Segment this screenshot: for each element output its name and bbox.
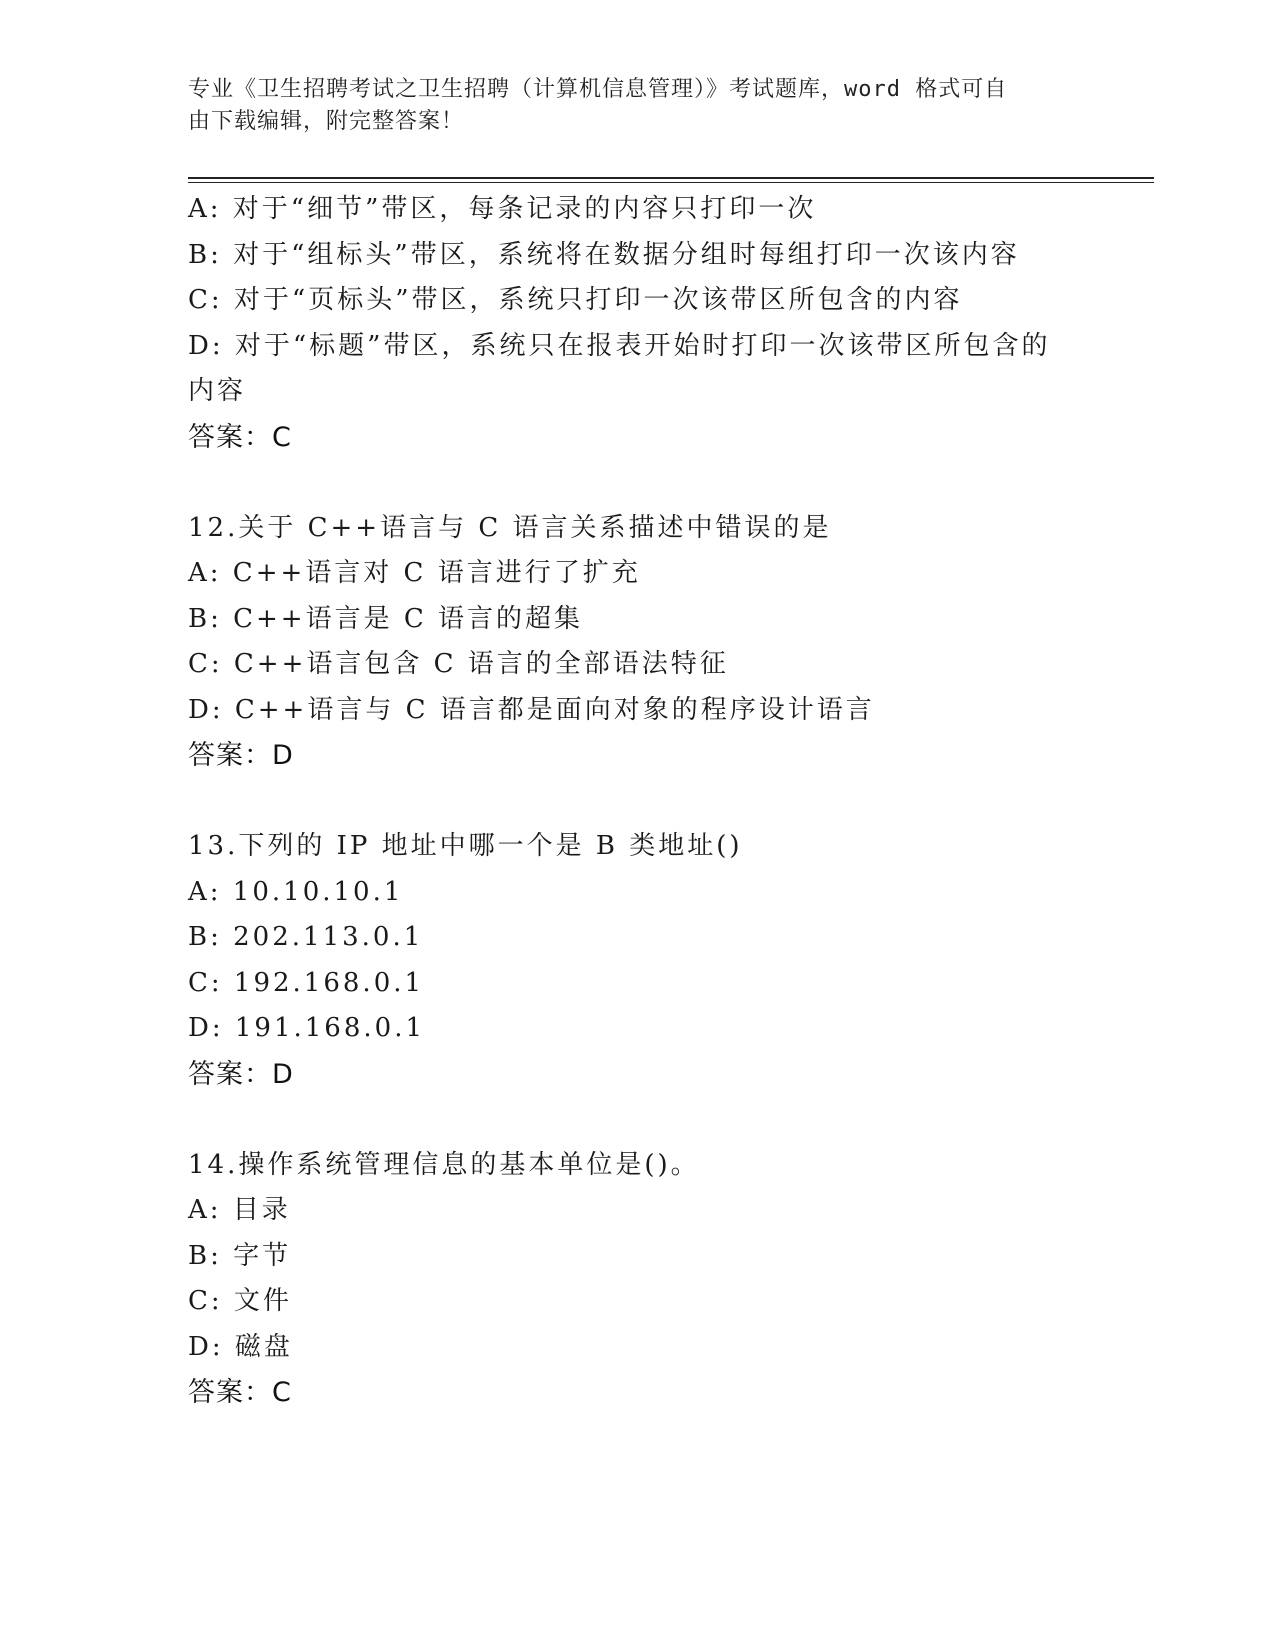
option-a: A: 10.10.10.1 — [188, 876, 404, 907]
question-text: 14.操作系统管理信息的基本单位是()。 — [188, 1149, 700, 1180]
option-c: C: 文件 — [188, 1286, 292, 1316]
option-d: D: C++语言与 C 语言都是面向对象的程序设计语言 — [188, 694, 875, 725]
option-b: B: C++语言是 C 语言的超集 — [188, 603, 584, 634]
header-line-2: 由下载编辑，附完整答案！ — [188, 109, 465, 134]
option-d: D: 磁盘 — [188, 1331, 293, 1362]
option-a: A: 目录 — [188, 1195, 291, 1225]
question-block-14 — [188, 1143, 1088, 1416]
option-c: C: C++语言包含 C 语言的全部语法特征 — [188, 649, 729, 679]
question-block-12 — [188, 506, 1088, 779]
question-block-11 — [188, 187, 1088, 460]
option-a: A: 对于“细节”带区，每条记录的内容只打印一次 — [188, 194, 817, 224]
option-d-continued: 内容 — [188, 376, 247, 406]
option-b: B: 对于“组标头”带区，系统将在数据分组时每组打印一次该内容 — [188, 239, 1020, 270]
spacer — [188, 779, 1088, 825]
option-c: C: 对于“页标头”带区，系统只打印一次该带区所包含的内容 — [188, 285, 963, 315]
header-divider-thin — [188, 182, 1154, 183]
spacer — [188, 460, 1088, 506]
option-c: C: 192.168.0.1 — [188, 967, 425, 998]
document-header — [188, 74, 1068, 138]
answer-text: 答案：C — [188, 1377, 292, 1408]
option-d: D: 191.168.0.1 — [188, 1013, 425, 1043]
answer-text: 答案：D — [188, 1058, 294, 1090]
option-b: B: 字节 — [188, 1240, 292, 1271]
question-text: 12.关于 C++语言与 C 语言关系描述中错误的是 — [188, 512, 832, 543]
option-a: A: C++语言对 C 语言进行了扩充 — [188, 558, 641, 588]
question-block-13 — [188, 824, 1088, 1097]
option-b: B: 202.113.0.1 — [188, 922, 424, 952]
question-list — [188, 187, 1088, 1416]
header-divider-thick — [188, 177, 1154, 179]
header-line-1: 专业《卫生招聘考试之卫生招聘（计算机信息管理）》考试题库，word 格式可自 — [188, 77, 1008, 102]
answer-text: 答案：D — [188, 740, 294, 771]
answer-text: 答案：C — [188, 421, 292, 453]
spacer — [188, 1097, 1088, 1143]
option-d: D: 对于“标题”带区，系统只在报表开始时打印一次该带区所包含的 — [188, 330, 1051, 361]
question-text: 13.下列的 IP 地址中哪一个是 B 类地址() — [188, 831, 743, 861]
